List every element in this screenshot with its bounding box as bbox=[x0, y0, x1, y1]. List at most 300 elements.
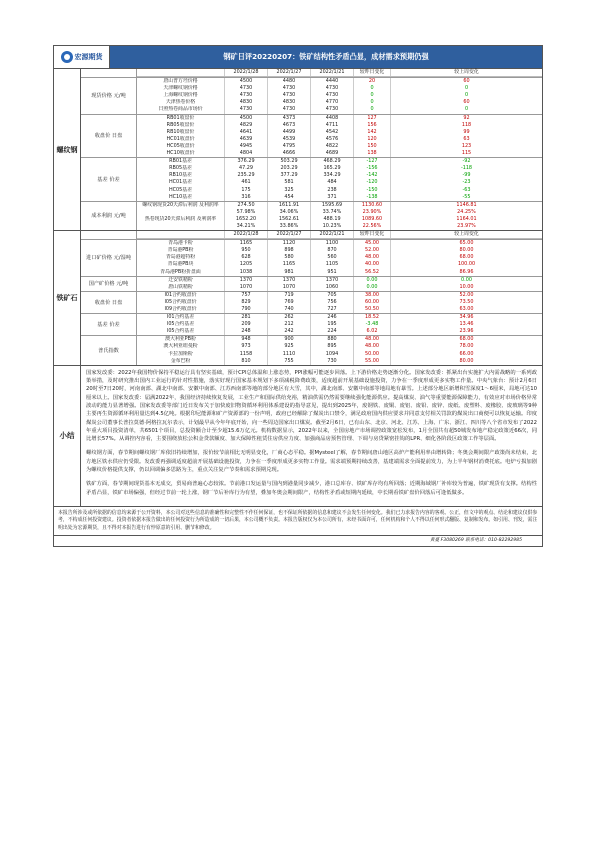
row-label: 澳大利亚PB粉 bbox=[137, 336, 225, 343]
value-prev-week: 4440 bbox=[311, 78, 354, 85]
column-header: 较上周变化 bbox=[454, 69, 479, 75]
change-week: 0.00 bbox=[461, 276, 472, 283]
value-prev-week: 4542 bbox=[311, 129, 354, 136]
column-header: 2022/1/28 bbox=[225, 69, 268, 76]
value-prev-week: 730 bbox=[311, 358, 354, 365]
value-current: 1205 bbox=[225, 261, 268, 268]
value-prev-day: 4480 bbox=[268, 78, 311, 85]
column-header-group bbox=[81, 231, 542, 240]
table-row bbox=[137, 216, 542, 223]
value-prev-day: 1110 bbox=[268, 351, 311, 358]
table-group bbox=[81, 158, 542, 202]
table-row bbox=[137, 336, 542, 343]
column-header: 较上周变化 bbox=[454, 231, 479, 238]
table-header-row bbox=[137, 69, 542, 77]
row-label: 青岛港PB块 bbox=[137, 261, 225, 268]
summary-section bbox=[54, 366, 542, 507]
change-day: -120 bbox=[354, 179, 391, 186]
table-row bbox=[137, 209, 542, 216]
change-week: 73.50 bbox=[459, 298, 474, 305]
table-row bbox=[137, 292, 542, 299]
change-day: 127 bbox=[354, 115, 391, 122]
change-week: -118 bbox=[460, 165, 473, 172]
header-blank bbox=[137, 231, 225, 238]
group-label: 收盘价 日盘 bbox=[81, 115, 137, 158]
change-day: 48.00 bbox=[354, 336, 391, 343]
value-current: 4804 bbox=[225, 150, 268, 157]
table-group bbox=[81, 115, 542, 159]
value-prev-day: 4666 bbox=[268, 150, 311, 157]
value-prev-day: 4730 bbox=[268, 106, 311, 113]
change-week: 60 bbox=[463, 99, 470, 106]
value-prev-day: 503.29 bbox=[268, 158, 311, 165]
column-header: 较昨日变化 bbox=[354, 69, 391, 76]
value-prev-week: 1370 bbox=[311, 277, 354, 284]
table-row bbox=[137, 172, 542, 179]
value-current: 4500 bbox=[225, 115, 268, 122]
value-prev-day: 454 bbox=[268, 194, 311, 201]
row-label: HC01基差 bbox=[137, 179, 225, 186]
row-label: HC01收盘价 bbox=[137, 136, 225, 143]
table-row bbox=[137, 187, 542, 194]
table-row bbox=[137, 179, 542, 186]
change-week: 92 bbox=[463, 114, 470, 121]
table-group bbox=[81, 314, 542, 336]
report-title: 钢矿日评20220207：铁矿结构性矛盾凸显，成材需求预期仍强 bbox=[110, 46, 542, 68]
value-prev-week: 1060 bbox=[311, 284, 354, 291]
row-label bbox=[137, 223, 225, 230]
table-row bbox=[137, 247, 542, 254]
table-row bbox=[137, 254, 542, 261]
table-row bbox=[137, 136, 542, 143]
value-current: 4730 bbox=[225, 106, 268, 113]
column-header: 2022/1/27 bbox=[268, 231, 311, 238]
value-current: 34.21% bbox=[225, 223, 268, 230]
table-row bbox=[137, 143, 542, 150]
value-current: 1070 bbox=[225, 284, 268, 291]
change-week: 23.96 bbox=[459, 328, 474, 335]
change-week: 52.00 bbox=[459, 291, 474, 298]
value-prev-day: 34.06% bbox=[268, 209, 311, 216]
value-current: 948 bbox=[225, 336, 268, 343]
value-prev-week: 4730 bbox=[311, 92, 354, 99]
value-current: 235.29 bbox=[225, 172, 268, 179]
change-week: 13.46 bbox=[459, 321, 474, 328]
table-row bbox=[137, 194, 542, 201]
row-label: RB10基差 bbox=[137, 172, 225, 179]
change-week: 68.00 bbox=[459, 254, 474, 261]
value-prev-day: 580 bbox=[268, 254, 311, 261]
column-header: 较昨日变化 bbox=[354, 231, 391, 238]
value-current: 950 bbox=[225, 247, 268, 254]
change-week: 0 bbox=[464, 85, 469, 92]
group-label: 基差 价差 bbox=[81, 314, 137, 335]
value-current: 1158 bbox=[225, 351, 268, 358]
change-day: 0.00 bbox=[354, 284, 391, 291]
column-header: 2022/1/28 bbox=[225, 231, 268, 238]
table-group bbox=[81, 78, 542, 114]
value-prev-day: 581 bbox=[268, 179, 311, 186]
change-day: 56.52 bbox=[354, 269, 391, 276]
value-current: 4730 bbox=[225, 85, 268, 92]
change-week: -92 bbox=[462, 158, 471, 165]
change-week: 118 bbox=[461, 121, 472, 128]
group-label: 基差 价差 bbox=[81, 158, 137, 201]
group-label: 成本利润 元/吨 bbox=[81, 202, 137, 230]
value-prev-week: 1595.69 bbox=[311, 202, 354, 209]
summary-body bbox=[81, 366, 542, 506]
change-week: 63 bbox=[463, 135, 470, 142]
change-day: 50.50 bbox=[354, 306, 391, 313]
table-row bbox=[137, 284, 542, 291]
change-day: -3.48 bbox=[354, 321, 391, 328]
value-prev-day: 755 bbox=[268, 358, 311, 365]
change-day: 1130.60 bbox=[354, 202, 391, 209]
value-prev-day: 4795 bbox=[268, 143, 311, 150]
change-day: 142 bbox=[354, 129, 391, 136]
table-row bbox=[137, 343, 542, 350]
value-prev-day: 4830 bbox=[268, 99, 311, 106]
value-prev-week: 224 bbox=[311, 328, 354, 335]
row-label: 青岛港PB粉 bbox=[137, 247, 225, 254]
value-prev-day: 212 bbox=[268, 321, 311, 328]
value-prev-week: 4822 bbox=[311, 143, 354, 150]
value-current: 790 bbox=[225, 306, 268, 313]
change-day: 0 bbox=[354, 106, 391, 113]
row-label: RB01基差 bbox=[137, 158, 225, 165]
report-header bbox=[54, 46, 542, 69]
row-label: I01合约基差 bbox=[137, 314, 225, 321]
value-current: 376.29 bbox=[225, 158, 268, 165]
table-group bbox=[81, 336, 542, 364]
row-label: I05合约收盘价 bbox=[137, 299, 225, 306]
value-prev-week: 246 bbox=[311, 314, 354, 321]
value-current: 209 bbox=[225, 321, 268, 328]
table-row bbox=[137, 106, 542, 113]
value-prev-week: 238 bbox=[311, 187, 354, 194]
value-current: 1038 bbox=[225, 269, 268, 276]
table-row bbox=[137, 277, 542, 284]
value-prev-day: 4673 bbox=[268, 122, 311, 129]
change-week: 66.00 bbox=[459, 350, 474, 357]
value-prev-week: 4576 bbox=[311, 136, 354, 143]
value-prev-week: 334.29 bbox=[311, 172, 354, 179]
value-current: 4500 bbox=[225, 78, 268, 85]
value-prev-week: 371 bbox=[311, 194, 354, 201]
group-label: 收盘价 日盘 bbox=[81, 292, 137, 313]
table-row bbox=[137, 299, 542, 306]
row-label: 金布巴粉 bbox=[137, 358, 225, 365]
rebar-section bbox=[54, 69, 542, 231]
value-prev-week: 4730 bbox=[311, 106, 354, 113]
group-label bbox=[81, 69, 137, 77]
column-header: 2022/1/21 bbox=[311, 69, 354, 76]
table-group bbox=[81, 277, 542, 292]
value-current: 1652.20 bbox=[225, 216, 268, 223]
value-prev-week: 756 bbox=[311, 299, 354, 306]
change-week: 80.00 bbox=[459, 357, 474, 364]
change-week: 99 bbox=[463, 128, 470, 135]
change-week: 100.00 bbox=[457, 261, 476, 268]
value-prev-week: 727 bbox=[311, 306, 354, 313]
change-week: 80.00 bbox=[459, 247, 474, 254]
change-week: 60 bbox=[463, 78, 470, 85]
table-row bbox=[137, 165, 542, 172]
table-row bbox=[137, 269, 542, 276]
table-row bbox=[137, 261, 542, 268]
value-prev-day: 900 bbox=[268, 336, 311, 343]
column-header-group bbox=[81, 69, 542, 78]
value-current: 175 bbox=[225, 187, 268, 194]
change-week: 10.00 bbox=[459, 283, 474, 290]
change-week: 123 bbox=[461, 142, 472, 149]
row-label: 青岛港卡粉 bbox=[137, 240, 225, 247]
row-label: HC05收盘价 bbox=[137, 143, 225, 150]
value-prev-day: 33.86% bbox=[268, 223, 311, 230]
change-day: 138 bbox=[354, 150, 391, 157]
value-prev-day: 925 bbox=[268, 343, 311, 350]
change-week: 1146.81 bbox=[456, 201, 477, 208]
row-label: 天津螺纹钢价格 bbox=[137, 85, 225, 92]
change-day: 0 bbox=[354, 92, 391, 99]
value-prev-day: 1120 bbox=[268, 240, 311, 247]
row-label: RB05基差 bbox=[137, 165, 225, 172]
value-current: 973 bbox=[225, 343, 268, 350]
value-current: 4641 bbox=[225, 129, 268, 136]
value-current: 316 bbox=[225, 194, 268, 201]
change-week: -63 bbox=[462, 186, 471, 193]
value-prev-day: 1370 bbox=[268, 277, 311, 284]
value-prev-week: 880 bbox=[311, 336, 354, 343]
value-current: 274.50 bbox=[225, 202, 268, 209]
table-row bbox=[137, 129, 542, 136]
change-day: 55.00 bbox=[354, 358, 391, 365]
value-prev-day: 719 bbox=[268, 292, 311, 299]
value-prev-day: 898 bbox=[268, 247, 311, 254]
group-label: 现货价格 元/吨 bbox=[81, 78, 137, 113]
value-prev-day: 242 bbox=[268, 328, 311, 335]
value-current: 1165 bbox=[225, 240, 268, 247]
change-week: 23.97% bbox=[457, 222, 476, 229]
table-group bbox=[81, 292, 542, 314]
change-day: 1089.60 bbox=[354, 216, 391, 223]
value-current: 4829 bbox=[225, 122, 268, 129]
logo-icon bbox=[61, 51, 73, 63]
change-day: 156 bbox=[354, 122, 391, 129]
change-day: -156 bbox=[354, 165, 391, 172]
change-week: 1164.01 bbox=[456, 215, 477, 222]
value-current: 4730 bbox=[225, 92, 268, 99]
disclaimer: 本报告所涉及或所依据的信息均来源于公开资料，本公司对这些信息的准确性和完整性不作任何保证，也不保证所依据的信息和建议不会发生任何变化。我们已力求报告内容的客观、公正，但文中的观点、结论和建议仅供参考，不构成任何投资建议。投资者依据本报告做出的任何投资行为所造成的一切后果，本公司概不负责。本报告版权仅为本公司所有，未经书面许可，任何机构和个人不得以任何形式翻版、复制和发布。如引用、刊发，需注明出处为宏源期货，且不得对本报告进行有悖原意的引用、删节和修改。 bbox=[54, 507, 542, 536]
column-header: 2022/1/21 bbox=[311, 231, 354, 238]
value-prev-week: 4689 bbox=[311, 150, 354, 157]
value-prev-week: 4730 bbox=[311, 85, 354, 92]
table-row bbox=[137, 92, 542, 99]
change-day: -150 bbox=[354, 187, 391, 194]
table-row bbox=[137, 85, 542, 92]
table-row bbox=[137, 122, 542, 129]
change-week: 65.00 bbox=[459, 240, 474, 247]
change-day: -142 bbox=[354, 172, 391, 179]
table-row bbox=[137, 306, 542, 313]
logo-text: 宏源期货 bbox=[74, 53, 103, 61]
summary-paragraph-iron-ore: 铁矿方面，春节期间现货基本无成交，贸易商普遍心态较浓。节前港口发运量与国内到港量同步减少，港口总库存、铁矿库存均有所回落；近期海域钢厂补库较为普遍，铁矿现货有支撑。结构性矛盾凸显，铁矿市场偏强，但经过节前一轮上涨，钢厂节后补库行为有望，叠加冬奥会期间限产，结构性矛盾或短期内延续，中长期看铁矿盘价回落后可逢低做多。 bbox=[86, 481, 537, 496]
table-row bbox=[137, 328, 542, 335]
value-prev-day: 1611.91 bbox=[268, 202, 311, 209]
rebar-section-label: 螺纹钢 bbox=[54, 69, 81, 230]
group-label bbox=[81, 231, 137, 239]
change-day: 38.00 bbox=[354, 292, 391, 299]
row-label: 迁安铁精粉 bbox=[137, 277, 225, 284]
value-prev-week: 4711 bbox=[311, 122, 354, 129]
iron-ore-section bbox=[54, 231, 542, 366]
change-week: -55 bbox=[462, 193, 471, 200]
value-prev-week: 4770 bbox=[311, 99, 354, 106]
change-day: 0 bbox=[354, 99, 391, 106]
value-current: 4830 bbox=[225, 99, 268, 106]
table-group bbox=[81, 240, 542, 276]
change-week: -23 bbox=[462, 179, 471, 186]
value-prev-day: 1070 bbox=[268, 284, 311, 291]
value-current: 810 bbox=[225, 358, 268, 365]
table-row bbox=[137, 223, 542, 230]
row-label: 热卷现货20天滞后利润 及利润率 bbox=[137, 216, 225, 223]
value-prev-day: 1562.61 bbox=[268, 216, 311, 223]
row-label: I01合约收盘价 bbox=[137, 292, 225, 299]
change-week: 63.00 bbox=[459, 306, 474, 312]
table-row bbox=[137, 321, 542, 328]
row-label: 卡拉加斯粉 bbox=[137, 351, 225, 358]
summary-paragraph-macro: 国家发改委：2022年我国物价保持平稳运行具有坚实基础，预计CPI总体温和上涨态势，PPI涨幅可能逐步回落。上下游价格走势逐渐分化。国家发改委：抓紧出台实施扩大内需战略的一系列政策举措，及时研究推出国内工业运行的针对性措施，落实好现行国家基本规划下多项减税降费政策，适度超前开展基础设施投资，力争在一季度形成更多实物工作量。中央气象台：预计2月6日20时至7日20时，河南南部、湖北中南部、安徽中南部、江苏西南部等地的部分地区有大雪，其中，湖北南部、安徽中南部等地局地有暴雪。上述部分地区新增积雪深度1～6厘米，局地可达10厘米以上。国家发改委：届满2022年，我国经济持续恢复发展，工业生产和国际供给充裕，精油供需仍然需要继续强化能源供应。提高煤炭、油气等重要能源保障能力，有效应对市场价格异常波动的能力显著增强。国家发改委等部门近日发布关于加快废旧物资循环利用体系建设的指导意见，提出到2025年，废钢铁、废铜、废铝、废铅、废锌、废纸、废塑料、废橡胶、废玻璃等9种主要再生资源循环利用量达到4.5亿吨。根据印尼能源和矿产资源部的一份声明，政府已经解除了煤炭出口禁令，满足政府国内供应要求并同意支付相关罚款的煤炭出口商便可以恢复运输。印度煤炭公司董事长普拉莫德·阿格拉瓦尔表示，计划最早从今年年底开始，向一些周边国家出口煤炭。截至2月6日，已有山东、北京、河北、江苏、上海、广东、浙江、四川等八个省市发布了2022年重大项目投资清单，共6501个项目，总投资额合计至少超15.6万亿元。机构数据显示，2022年以来，全国房地产市场调控政策宽松发布，1月全国共有超50城发布地产稳定政策近66次，同比增长57%。从调控内容看，主要围绕放松公积金贷款额度、加大保障性租赁住房供应力度、加强商品房预售管理、下调与房贷紧密挂钩的LPR、细化各阶段区政策工作等层面。 bbox=[86, 369, 537, 443]
change-day: 40.00 bbox=[354, 261, 391, 268]
row-label: RB10收盘价 bbox=[137, 129, 225, 136]
table-row bbox=[137, 99, 542, 106]
value-prev-week: 165.29 bbox=[311, 165, 354, 172]
row-label bbox=[137, 209, 225, 216]
value-prev-week: 1105 bbox=[311, 261, 354, 268]
change-day: 150 bbox=[354, 143, 391, 150]
row-label: RB05收盘价 bbox=[137, 122, 225, 129]
value-prev-week: 10.23% bbox=[311, 223, 354, 230]
table-row bbox=[137, 78, 542, 85]
row-label: I05合约基差 bbox=[137, 321, 225, 328]
value-prev-day: 4499 bbox=[268, 129, 311, 136]
change-day: 0.00 bbox=[354, 277, 391, 284]
value-current: 248 bbox=[225, 328, 268, 335]
change-day: 22.56% bbox=[354, 223, 391, 230]
change-day: 23.90% bbox=[354, 209, 391, 216]
value-prev-week: 484 bbox=[311, 179, 354, 186]
change-day: 48.00 bbox=[354, 343, 391, 350]
column-header: 2022/1/27 bbox=[268, 69, 311, 76]
change-day: 0 bbox=[354, 85, 391, 92]
change-day: 60.00 bbox=[354, 299, 391, 306]
value-prev-day: 262 bbox=[268, 314, 311, 321]
table-row bbox=[137, 351, 542, 358]
row-label: 天津热卷价格 bbox=[137, 99, 225, 106]
change-day: -138 bbox=[354, 194, 391, 201]
change-day: 50.00 bbox=[354, 351, 391, 358]
change-week: 68.00 bbox=[459, 336, 474, 343]
value-current: 57.98% bbox=[225, 209, 268, 216]
change-week: 78.00 bbox=[459, 343, 474, 350]
table-row bbox=[137, 150, 542, 157]
value-current: 4639 bbox=[225, 136, 268, 143]
value-prev-week: 895 bbox=[311, 343, 354, 350]
row-label: I09合约收盘价 bbox=[137, 306, 225, 313]
row-label: RB01收盘价 bbox=[137, 115, 225, 122]
change-week: 0 bbox=[464, 106, 469, 113]
row-label: 唐山铁精粉 bbox=[137, 284, 225, 291]
analyst-footer: 黄蔓 F3080269 联系电话：010-82292985 bbox=[430, 537, 522, 543]
group-label: 国产矿价格 元/吨 bbox=[81, 277, 137, 291]
value-prev-day: 4730 bbox=[268, 92, 311, 99]
value-prev-day: 1165 bbox=[268, 261, 311, 268]
value-prev-week: 195 bbox=[311, 321, 354, 328]
table-row bbox=[137, 240, 542, 247]
value-prev-day: 4539 bbox=[268, 136, 311, 143]
change-day: 6.02 bbox=[354, 328, 391, 335]
group-label: 普氏指数 bbox=[81, 336, 137, 364]
change-day: 20 bbox=[354, 78, 391, 85]
table-row bbox=[137, 358, 542, 365]
change-week: 86.96 bbox=[459, 268, 474, 275]
row-label: 澳大利亚纽曼粉 bbox=[137, 343, 225, 350]
table-row bbox=[137, 115, 542, 122]
value-prev-day: 325 bbox=[268, 187, 311, 194]
value-current: 1370 bbox=[225, 277, 268, 284]
value-current: 461 bbox=[225, 179, 268, 186]
value-prev-week: 33.74% bbox=[311, 209, 354, 216]
value-prev-week: 1094 bbox=[311, 351, 354, 358]
value-current: 628 bbox=[225, 254, 268, 261]
row-label: 上海螺纹钢价格 bbox=[137, 92, 225, 99]
report-page bbox=[53, 45, 543, 547]
header-blank bbox=[137, 69, 225, 76]
value-prev-day: 740 bbox=[268, 306, 311, 313]
change-day: -127 bbox=[354, 158, 391, 165]
value-prev-day: 4373 bbox=[268, 115, 311, 122]
value-prev-day: 203.29 bbox=[268, 165, 311, 172]
row-label: 青岛港超特粉 bbox=[137, 254, 225, 261]
value-current: 47.29 bbox=[225, 165, 268, 172]
table-row bbox=[137, 314, 542, 321]
value-prev-week: 468.29 bbox=[311, 158, 354, 165]
change-day: 120 bbox=[354, 136, 391, 143]
change-day: 45.00 bbox=[354, 240, 391, 247]
summary-paragraph-rebar: 螺纹钢方面，春节期间螺纹钢厂库依旧持续增加，报价较节前相比无明显变化，厂商心态平稳。据Mysteel了解，春节期间唐山地区高炉产能利用率由增转降；冬奥会期间限产政策尚未结束，北方地区铁水供应仍受限。发改委再强调适度超前开展基础设施投资，力争在一季度形成更多实物工作量。需求端预期持续改善，基建端需求全面提前发力，为上半年钢材消费托底。电炉亏损加剧为螺纹价格提供支撑，仍以回调偏多思路为主，重点关注复产节奏和需求预期兑现。 bbox=[86, 450, 537, 474]
iron-ore-section-label: 铁矿石 bbox=[54, 231, 81, 365]
value-current: 4945 bbox=[225, 143, 268, 150]
change-week: -99 bbox=[462, 172, 471, 179]
value-prev-day: 769 bbox=[268, 299, 311, 306]
group-label: 进口矿价格 元/湿吨 bbox=[81, 240, 137, 275]
change-day: 52.00 bbox=[354, 247, 391, 254]
company-logo bbox=[54, 46, 110, 68]
value-current: 281 bbox=[225, 314, 268, 321]
change-week: 24.25% bbox=[457, 208, 476, 215]
value-current: 829 bbox=[225, 299, 268, 306]
change-week: 0 bbox=[464, 92, 469, 99]
change-week: 34.96 bbox=[459, 314, 474, 321]
row-label: 唐山普方坯价格 bbox=[137, 78, 225, 85]
row-label: HC05基差 bbox=[137, 187, 225, 194]
row-label: HC10收盘价 bbox=[137, 150, 225, 157]
table-header-row bbox=[137, 231, 542, 239]
value-prev-week: 560 bbox=[311, 254, 354, 261]
change-day: 18.52 bbox=[354, 314, 391, 321]
value-prev-week: 1100 bbox=[311, 240, 354, 247]
